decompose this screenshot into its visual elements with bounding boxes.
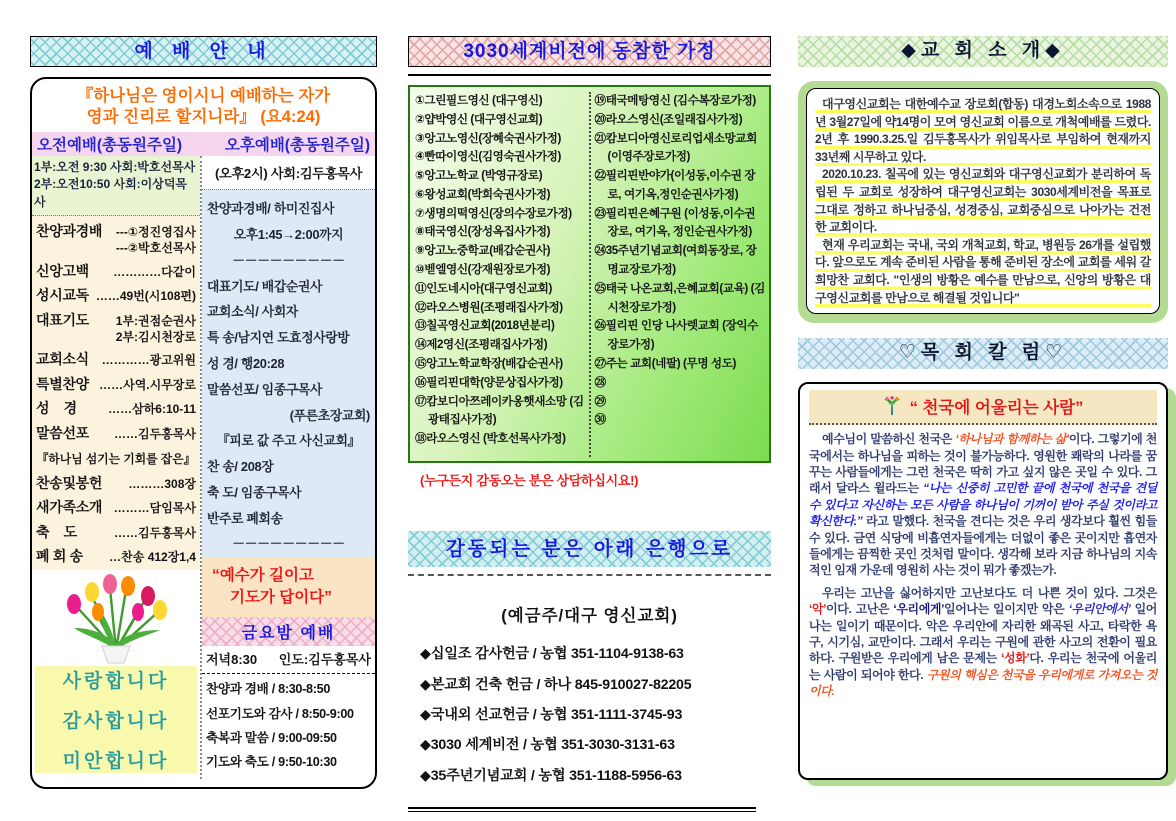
bank-account-item: ◆십일조 감사헌금 / 농협 351-1104-9138-63: [420, 646, 684, 663]
worship-item: 말씀선포 ……김두홍목사: [36, 424, 196, 441]
friday-leader: 인도:김두홍목사: [278, 651, 371, 667]
vision-family-item: ⑯필리핀대학(양문상집사가정): [415, 375, 563, 389]
friday-lead-row: [202, 646, 375, 674]
vision-family-item: ⑩벧엘영신(강재원장로가정): [415, 263, 551, 277]
worship-item: 교회소식 …………광고위원: [36, 351, 196, 368]
bank-account-item: ◆국내외 선교헌금 / 농협 351-1111-3745-93: [420, 706, 683, 723]
vision-family-item: ㉑캄보디아영신로리업새소망교회 (이영주장로가정): [594, 131, 757, 164]
worship-item: 찬양과경배 ---①정진영집사 ---②박호선목사: [36, 223, 196, 256]
vision-family-item: ⑪인도네시아(대구영신교회): [415, 281, 552, 295]
intro-paragraph: 현재 우리교회는 국내, 국외 개척교회, 학교, 병원등 26개를 설립했다. 앞으로도 계속 준비된 사람을 통해 준비된 장소에 교회를 세워 갈 희망찬 교회다. "인생의 방황은 예수를 만남으로, 신앙의 방황은 대구영신교회를 만남으로 해결될 것입니다": [815, 237, 1151, 307]
love-line: 감사합니다: [62, 710, 170, 732]
worship-item: 말씀선포/ 임종구목사: [207, 381, 323, 397]
bank-banner: 감동되는 분은 아래 은행으로: [408, 531, 771, 567]
column-text-segment: “나는 신중히 고민한 끝에 천국에 천국을 견딜 수 있다고 자신하는 모든 사람을 하나님이 기꺼이 받아 주실 것이라고 확신한다.”: [809, 481, 1157, 529]
worship-item: 찬송및봉헌 ………308장: [36, 474, 196, 491]
header-rule: [408, 74, 771, 76]
worship-item: (푸른초장교회): [289, 407, 370, 423]
vision-list-left: [415, 92, 591, 457]
vision-list-right: [591, 92, 767, 457]
vision-family-item: ②얍박영신 (대구영신교회): [415, 112, 543, 126]
morning-head: 1부:오전 9:30 사회:박호선목사 2부:오전10:50 사회:이상덕목사: [32, 156, 200, 216]
jesus-quote: “예수가 길이고 기도가 답이다”: [202, 558, 375, 617]
flower-bouquet-image: [52, 572, 180, 664]
intro-paragraph: 대구영신교회는 대한예수교 장로회(합동) 대경노회소속으로 1988년 3월27일에 약14명이 모여 영신교회 이름으로 개척예배를 드렸다. 2년 후 1990.3.25.일 김두홍목사가 위임목사로 부임하여 현재까지 33년째 시무하고 있다.: [815, 96, 1151, 166]
love-line: 미안합니다: [62, 750, 170, 772]
column-text-segment: 구원의 핵심은 천국을 우리에게로 가져오는 것이다.: [809, 667, 1157, 699]
vision-header: 3030세계비전에 동참한 가정: [408, 36, 771, 67]
friday-schedule-item: 기도와 축도 / 9:50-10:30: [206, 754, 337, 769]
column-paragraph-2: [809, 585, 1157, 700]
worship-item: 오후1:45→2:00까지: [233, 227, 344, 243]
vision-family-item: ㉗주는 교회(네팔) (무명 성도): [594, 356, 736, 370]
worship-item: －－－－－－－－－: [232, 252, 345, 268]
vision-family-item: ⑬칠곡영신교회(2018년분리): [415, 319, 555, 333]
vision-family-item: ㉓필리핀은혜구원 (이성동,이수권 장로, 여기옥, 정인순권사가정): [594, 206, 756, 239]
vision-family-item: ①그린필드영신 (대구영신): [415, 94, 543, 107]
pastoral-title: “ 천국에 어울리는 사람”: [909, 399, 1084, 418]
vision-family-item: ㉚: [594, 413, 606, 427]
column-text-segment: 일어나는 일이기 때문이다. 악은 우리안에 자리한 왜곡된 사고, 타락한 욕구, 시기심, 교만이다. 그래서 우리는 구원에 관한 사고의 전환이 필요하다. 구원받은 우리에게 남은 문제는: [809, 602, 1157, 666]
vision-family-item: ③앙고노영신(장혜숙권사가정): [415, 131, 561, 145]
pastoral-column-header: ♡목 회 칼 럼♡: [798, 338, 1168, 369]
vision-family-item: ⑳라오스영신(조일래집사가정): [594, 112, 743, 126]
friday-schedule-item: 찬양과 경배 / 8:30-8:50: [206, 682, 331, 697]
tree-icon: [883, 396, 901, 416]
worship-item: 대표기도/ 배갑순권사: [207, 278, 323, 294]
column-text-segment: 이다. 고난은: [826, 602, 894, 617]
vision-family-item: ㉖필리핀 인당 나사렛교회 (장익수 장로가정): [594, 319, 759, 352]
worship-sermon-title: 『하나님 섬기는 기회를 잡은』: [36, 451, 196, 466]
love-line: 사랑합니다: [62, 670, 170, 692]
church-intro-bubble: [798, 81, 1168, 323]
worship-item: －－－－－－－－－: [232, 536, 345, 552]
vision-family-item: ⑱라오스영신 (박호선목사가정): [415, 432, 566, 446]
account-holder: (예금주/대구 영신교회): [501, 607, 678, 625]
bank-account-item: ◆3030 세계비전 / 농협 351-3030-3131-63: [420, 737, 675, 754]
column-text-segment: ‘성화’: [1001, 651, 1030, 666]
church-intro-text: [806, 88, 1160, 314]
afternoon-band-label: 오후예배(총동원주일): [224, 136, 370, 154]
worship-item: 특 송/남지연 도효정사랑방: [207, 330, 350, 346]
worship-item: 교회소식/ 사회자: [207, 304, 298, 320]
vision-family-item: ⑭제2영신(조평래집사가정): [415, 338, 548, 352]
service-band: [32, 132, 375, 156]
morning-list: [32, 216, 200, 570]
worship-item: 새가족소개 ………담임목사: [36, 499, 196, 516]
column-paragraph-1: [809, 431, 1157, 579]
consult-note: (누구든지 감동오는 분은 상담하십시요!): [420, 473, 639, 488]
intro-paragraph: 2020.10.23. 칠곡에 있는 영신교회와 대구영신교회가 분리하여 독립된 두 교회로 성장하여 대구영신교회는 3030세계비전을 목표로 그대로 정하고 하나님중심, 성경중심, 교회중심으로 나아가는 건전한 교회이다.: [815, 166, 1151, 236]
vision-family-item: ⑫라오스병원(조평래집사가정): [415, 300, 563, 314]
vision-family-item: ④빤따이영신(김영숙권사가정): [415, 150, 561, 164]
morning-band-label: 오전예배(총동원주일): [37, 136, 183, 154]
vision-family-item: ㉕태국 나온교회,은혜교회(교육) (김시천장로가정): [594, 281, 765, 314]
love-box: [35, 666, 197, 773]
worship-item: 성 경 ……삼하6:10-11: [36, 400, 196, 417]
vision-family-list: [408, 85, 771, 463]
pastoral-column-box: [798, 382, 1168, 780]
column-text-segment: 라고 말했다. 천국을 견디는 것은 우리 생각보다 훨씬 힘들 수 있다. 금연 식당에 비흡연자들에게는 더없이 좋은 곳이지만 흡연자들에게는 끔찍한 곳인 것처럼 말이다. 생각해 보라 지금 하나님의 지속적인 임재 가운데 영원히 사는 것이 뭐가 좋겠는가.: [809, 514, 1157, 578]
intro-panel: [798, 36, 1168, 812]
pastoral-title-bar: [809, 390, 1157, 425]
church-intro-header: ◆교 회 소 개◆: [798, 36, 1168, 67]
vision-family-item: ⑧태국영신(장성옥집사가정): [415, 225, 551, 239]
vision-family-item: ⑰캄보디아쯔레이카옹햇새소망 (김광태집사가정): [415, 394, 584, 427]
worship-item: 축 도 ……김두홍목사: [36, 523, 196, 540]
bank-account-item: ◆35주년기념교회 / 농협 351-1188-5956-63: [420, 767, 682, 784]
column-text-segment: 예수님이 말씀하신 천국은: [822, 432, 956, 447]
column-text-segment: ‘하나님과 함께하는 삶’: [955, 432, 1069, 447]
worship-item: 반주로 폐회송: [207, 510, 283, 526]
bottom-rule: [408, 807, 756, 812]
friday-schedule-item: 축복과 말씀 / 9:00-09:50: [206, 730, 337, 745]
friday-schedule-item: 선포기도와 감사 / 8:50-9:00: [206, 706, 354, 721]
column-text-segment: 우리는 고난을 싫어하지만 고난보다도 더 나쁜 것이 있다. 그것은: [822, 585, 1157, 600]
vision-family-item: ㉙: [594, 394, 606, 408]
column-text-segment: 이다. 그렇기에 천국에서는 하나님을 피하는 것이 불가능하다. 영원한 쾌락의 나라를 꿈꾸는 사람들에게는 그런 천국은 딱히 가고 싶지 않은 곳일 수 있다. 그래서 달라스 윌라드는: [809, 432, 1157, 496]
friday-worship-header: 금요밤 예배: [202, 617, 375, 646]
worship-item: 찬양과경배/ 하미진집사: [207, 201, 335, 217]
worship-box: [30, 77, 377, 789]
worship-item: 성시교독 ……49번(시108편): [36, 287, 196, 304]
flower-cell: [32, 570, 200, 666]
vision-family-item: ㉒필리핀반야가(이성동,이수권 장로, 여기옥,정인순권사가정): [594, 169, 756, 201]
bank-account-item: ◆본교회 건축 헌금 / 하나 845-910027-82205: [420, 676, 692, 693]
banner-dash: [408, 574, 771, 576]
worship-item: 폐 회 송 …찬송 412장1,4: [36, 548, 196, 565]
vision-family-item: ⑦생명의떡영신(장의수장로가정): [415, 206, 572, 220]
worship-item: 성 경/ 행20:28: [207, 355, 285, 371]
vision-family-item: ㉔35주년기념교회(여희동장로, 장명교장로가정): [594, 244, 757, 277]
worship-header: 예 배 안 내: [30, 36, 377, 67]
afternoon-list: [202, 190, 375, 558]
column-text-segment: 일어나는 일이지만 악은: [944, 602, 1069, 617]
column-text-segment: ‘악’: [809, 602, 827, 617]
verse-text: 『하나님은 영이시니 예배하는 자가 영과 진리로 할지니라』 (요4:24): [76, 87, 331, 127]
vision-panel: [408, 36, 771, 812]
afternoon-column: [202, 156, 375, 779]
vision-family-item: ⑨앙고노중학교(배갑순권사): [415, 244, 551, 258]
vision-family-item: ㉘: [594, 375, 606, 389]
worship-item: 특별찬양 ……사역.시무장로: [36, 375, 196, 392]
friday-schedule: [202, 674, 375, 775]
afternoon-head: (오후2시) 사회:김두홍목사: [202, 156, 375, 190]
column-text-segment: ‘우리안에서’: [1068, 602, 1131, 617]
bank-account-list: [408, 638, 771, 790]
worship-item: 신앙고백 …………다같이: [36, 262, 196, 279]
morning-column: [32, 156, 202, 779]
vision-family-item: ⑮앙고노학교학장(배갑순권사): [415, 356, 563, 370]
vision-family-item: ⑥왕성교회(박희숙권사가정): [415, 187, 551, 201]
worship-item: 찬 송/ 208장: [207, 459, 274, 475]
worship-item: 『피로 값 주고 사신교회』: [216, 433, 361, 449]
friday-time: 저녁8:30: [206, 651, 258, 667]
vision-family-item: ⑲태국메탕영신 (김수복장로가정): [594, 94, 756, 107]
column-text-segment: ‘우리에게’: [893, 602, 945, 617]
worship-item: 축 도/ 임종구목사: [207, 484, 302, 500]
worship-panel: [30, 36, 377, 812]
vision-family-item: ⑤앙고노학교 (박영규장로): [415, 169, 543, 183]
column-text-segment: 다. 우리는 천국에 어울리는 사람이 되어야 한다.: [809, 651, 1157, 682]
worship-item: 대표기도 1부:권점순권사 2부:김시천장로: [36, 311, 196, 344]
